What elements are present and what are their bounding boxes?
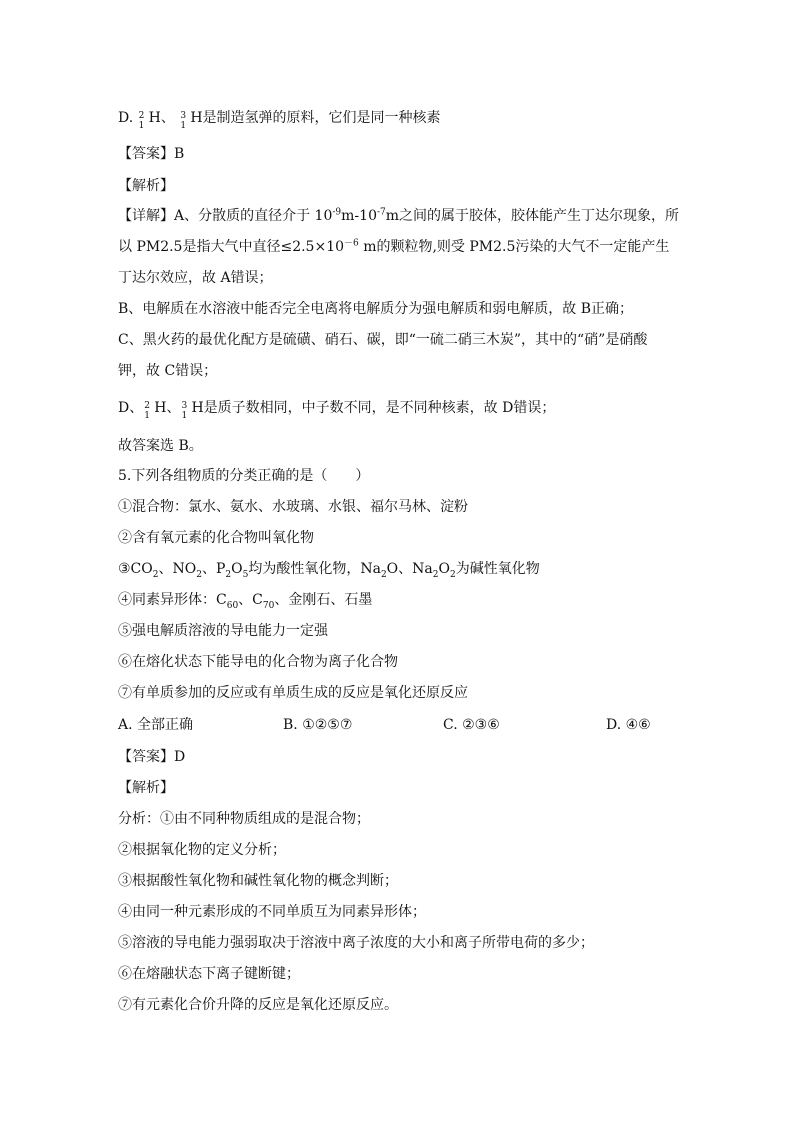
option-label: D.	[118, 110, 134, 126]
analysis-line: ⑥在熔融状态下离子键断键；	[118, 966, 300, 982]
detail-line: 丁达尔效应，故 A错误；	[118, 270, 273, 286]
answer-label: 【答案】B	[118, 146, 185, 162]
nuclide-h3: 3 1	[181, 401, 188, 421]
detail-line: 故答案选 B。	[118, 438, 203, 454]
option-d: D. ④⑥	[606, 717, 651, 733]
analysis-line: ⑦有元素化合价升降的反应是氧化还原反应。	[118, 997, 398, 1013]
analysis-line: ③根据酸性氧化物和碱性氧化物的概念判断；	[118, 873, 398, 889]
q4-option-d: D. 2 1 H、 3 1 H是制造氢弹的原料，它们是同一种核素	[118, 110, 441, 131]
option-c: C. ②③⑥	[443, 717, 500, 733]
analysis-line: ②根据氧化物的定义分析；	[118, 842, 286, 858]
detail-line: D、 2 1 H、 3 1 H是质子数相同，中子数不同，是不同种核素，故 D错误；	[118, 400, 556, 421]
detail-line: 以 PM2.5是指大气中直径$\le 2.5\times 10^{-6}$ m的颗粒物,则受 PM2.5污染的大气不一定能产生	[118, 238, 670, 255]
nuclide-h2: 2 1	[138, 111, 145, 131]
analysis-line: ④由同一种元素形成的不同单质互为同素异形体；	[118, 904, 426, 920]
nuclide-h2: 2 1	[144, 401, 150, 421]
question-item: ⑦有单质参加的反应或有单质生成的反应是氧化还原反应	[118, 685, 468, 701]
question-item: $③CO_2$、$NO_2$、$P_2O_5$均为酸性氧化物，$Na_2O$、$Na_2O_2$为碱性氧化物	[118, 561, 540, 580]
detail-line: B、电解质在水溶液中能否完全电离将电解质分为强电解质和弱电解质，故 B正确；	[118, 301, 634, 317]
question-item: ④同素异形体：$C_{60}$、$C_{70}$、金刚石、石墨	[118, 592, 373, 611]
question-item: ②含有氧元素的化合物叫氧化物	[118, 530, 314, 546]
detail-line: C、黑火药的最优化配方是硫磺、硝石、碳，即“一硫二硝三木炭”，其中的“硝”是硝酸	[118, 332, 648, 348]
question-item: ⑤强电解质溶液的导电能力一定强	[118, 623, 328, 639]
question-item: ①混合物：氯水、氨水、水玻璃、水银、福尔马林、淀粉	[118, 499, 468, 515]
analysis-label: 【解析】	[118, 780, 174, 796]
detail-line: 钾，故 C错误；	[118, 363, 218, 379]
detail-line: 【详解】A、分散质的直径介于 $10^{-9}m-10^{-7}m$之间的属于胶体，胶体能产生丁达尔现象，所	[118, 207, 680, 224]
question-stem: 5.下列各组物质的分类正确的是（ ）	[118, 468, 370, 484]
option-b: B. ①②⑤⑦	[283, 717, 353, 733]
analysis-label: 【解析】	[118, 178, 174, 194]
answer-label: 【答案】D	[118, 749, 186, 765]
analysis-line: ⑤溶液的导电能力强弱取决于溶液中离子浓度的大小和离子所带电荷的多少；	[118, 935, 594, 951]
analysis-line: 分析：①由不同种物质组成的是混合物；	[118, 811, 370, 827]
question-item: ⑥在熔化状态下能导电的化合物为离子化合物	[118, 654, 398, 670]
option-a: A. 全部正确	[118, 717, 194, 733]
nuclide-h3: 3 1	[180, 111, 187, 131]
